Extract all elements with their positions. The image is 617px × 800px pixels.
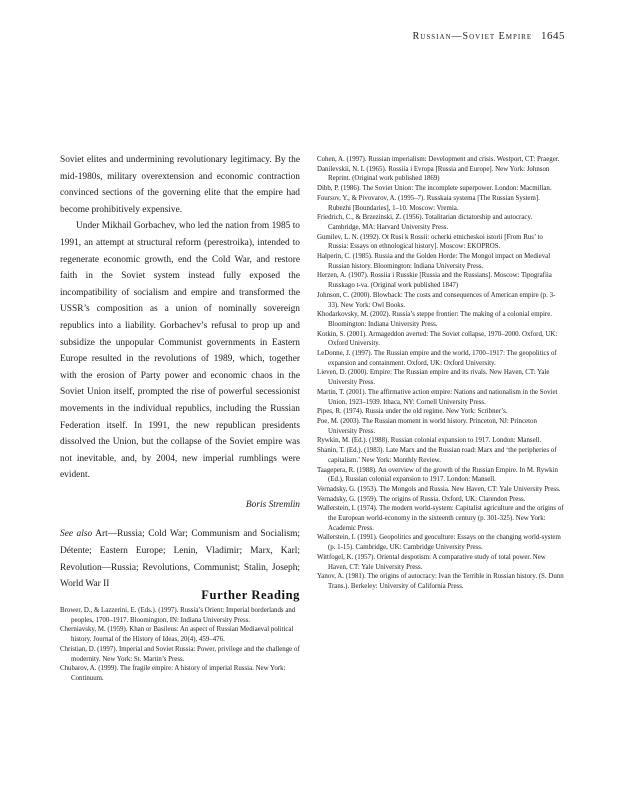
see-also-links: Art—Russia; Cold War; Communism and Socialism; Détente; Eastern Europe; Lenin, Vladimir; Marx, Karl; Revolution—Russia; Revolutions, Communist; Stalin, Joseph; World War II: [60, 529, 301, 590]
reference-entry: Halperin, C. (1985). Russia and the Golden Horde: The Mongol impact on Medieval Russian history. Bloomington: Indiana University Press.: [317, 253, 551, 270]
reference-entry: Herzen, A. (1907). Rossiia i Russkie [Russia and the Russians]. Moscow: Tipografiia Russkago t-va. (Original work published 1847): [317, 272, 552, 290]
reference-entry: Gumilev, L. N. (1992). Ot Rusi k Rossii: ocherki etnicheskoi istorii [From Rus’ to Russia: Essays on ethnological history]. Moscow: EKOPROS.: [317, 233, 543, 251]
reference-entry: Wallerstein, I. (1974). The modern world-system: Capitalist agriculture and the origins of the European world-economy in the sixteenth century (p. 301-325). New York: Academic Press.: [317, 505, 564, 532]
body-paragraph: Soviet elites and undermining revolutionary legitimacy. By the mid-1980s, military overextension and economic contraction convinced sections of the governing elite that the empire had become prohibitively expensive.: [60, 155, 300, 215]
reference-entry: Khodarkovsky, M. (2002). Russia’s steppe frontier: The making of a colonial empire. Bloomington: Indiana University Press.: [317, 311, 552, 328]
reference-entry: Brower, D., & Lazzerini, E. (Eds.). (1997). Russia’s Orient: Imperial borderlands and peoples, 1700–1917. Bloomington, IN: Indiana University Press.: [60, 607, 296, 624]
reference-entry: Poe, M. (2003). The Russian moment in world history. Princeton, NJ: Princeton University Press.: [317, 417, 537, 435]
reference-entry: Yanov, A. (1981). The origins of autocracy: Ivan the Terrible in Russian history. (S. Dunn Trans.). Berkeley: University of California Press.: [317, 573, 564, 590]
reference-entry: Foursov, Y., & Pivovarov, A. (1995–7). Russkaia systema [The Russian System]. Rubezhi [Boundaries], 1–10. Moscow: Vremia.: [317, 194, 540, 212]
reference-entry: Danilevskii, N. I. (1965). Rossiia i Evropa [Russia and Europe]. New York: Johnson Reprint. (Original work published 1869): [317, 165, 550, 183]
reference-entry: Wittfogel, K. (1957). Oriental despotism: A comparative study of total power. New Haven, CT: Yale University Press.: [317, 553, 546, 571]
reference-entry: Taagepera, R. (1988). An overview of the growth of the Russian Empire. In M. Rywkin (Ed.), Russian colonial expansion to 1917. London: Mansell.: [317, 466, 558, 484]
reference-entry: Martin, T. (2001). The affirmative action empire: Nations and nationalism in the Soviet Union, 1923–1939. Ithaca, NY: Cornell University Press.: [317, 388, 558, 406]
reference-entry: Cohen, A. (1997). Russian imperialism: Development and crisis. Westport, CT: Praeger.: [317, 156, 560, 163]
reference-entry: LeDonne, J. (1997). The Russian empire and the world, 1700–1917: The geopolitics of expansion and containment. Oxford, UK: Oxford University.: [317, 350, 557, 367]
reference-list-left: [60, 606, 300, 684]
reference-entry: Kotkin, S. (2001). Armageddon averted: The Soviet collapse, 1970–2000. Oxford, UK: Oxford University.: [317, 330, 558, 348]
author-signature: Boris Stremlin: [245, 499, 300, 510]
reference-entry: Rywkin, M. (Ed.). (1988). Russian colonial expansion to 1917. London: Mansell.: [317, 437, 542, 445]
reference-entry: Wallerstein, I. (1991). Geopolitics and geoculture: Essays on the changing world-system (p. 1-15). Cambridge, UK: Cambridge University Press.: [317, 534, 561, 552]
running-title: Russian—Soviet Empire: [412, 31, 533, 42]
see-also: [60, 526, 300, 592]
reference-entry: Vernadsky, G. (1953). The Mongols and Russia. New Haven, CT: Yale University Press.: [317, 485, 561, 493]
see-also-label: See also: [60, 529, 93, 540]
reference-entry: Lieven, D. (2000). Empire: The Russian empire and its rivals. New Haven, CT: Yale University Press.: [317, 369, 550, 387]
reference-entry: Vernadsky, G. (1959). The origins of Russia. Oxford, UK: Clarendon Press.: [317, 495, 526, 503]
running-head: [413, 30, 565, 42]
reference-list-right: [317, 155, 564, 592]
reference-entry: Pipes, R. (1974). Russia under the old regime. New York: Scribner’s.: [317, 408, 508, 416]
further-reading-heading: Further Reading: [201, 588, 300, 602]
reference-entry: Shanin, T. (Ed.). (1983). Late Marx and the Russian road: Marx and ‘the peripheries of capitalism.’ New York: Monthly Review.: [317, 447, 557, 464]
page-number: 1645: [541, 30, 565, 42]
reference-entry: Dibb, P. (1986). The Soviet Union: The incomplete superpower. London: Macmillan.: [317, 185, 552, 193]
reference-entry: Christian, D. (1997). Imperial and Soviet Russia: Power, privilege and the challenge of modernity. New York: St. Martin’s Press.: [60, 645, 300, 663]
reference-entry: Chubarov, A. (1999). The fragile empire: A history of imperial Russia. New York: Continuum.: [60, 665, 286, 682]
reference-entry: Friedrich, C., & Brzezinski, Z. (1956). Totalitarian dictatorship and autocracy. Cambridge, MA: Harvard University Press.: [317, 214, 533, 231]
reference-entry: Johnson, C. (2000). Blowback: The costs and consequences of American empire (p. 3-33). New York: Owl Books.: [317, 291, 556, 309]
reference-entry: Cherniavsky, M. (1959). Khan or Basileus: An aspect of Russian Mediaeval political history. Journal of the History of Ideas, 20(4), 459–476.: [60, 626, 294, 644]
body-column: [60, 152, 300, 593]
body-paragraph: Under Mikhail Gorbachev, who led the nation from 1985 to 1991, an attempt at structural reform (perestroika), intended to regenerate economic growth, end the Cold War, and restore faith in the Soviet system instead fully exposed the incompatibility of socialism and empire and transformed the USSR’s composition as a union of nominally sovereign republics into a liability. Gorbachev’s refusal to prop up and subsidize the unpopular Communist governments in Eastern Europe resulted in the revolutions of 1989, which, together with the erosion of Party power and economic chaos in the Soviet Union itself, prompted the rise of powerful secessionist movements in the individual republics, including the Russian Federation itself. In 1991, the new republican presidents dissolved the Union, but the collapse of the Soviet empire was not inevitable, and, by 2004, new imperial rumblings were evident.: [60, 221, 300, 481]
